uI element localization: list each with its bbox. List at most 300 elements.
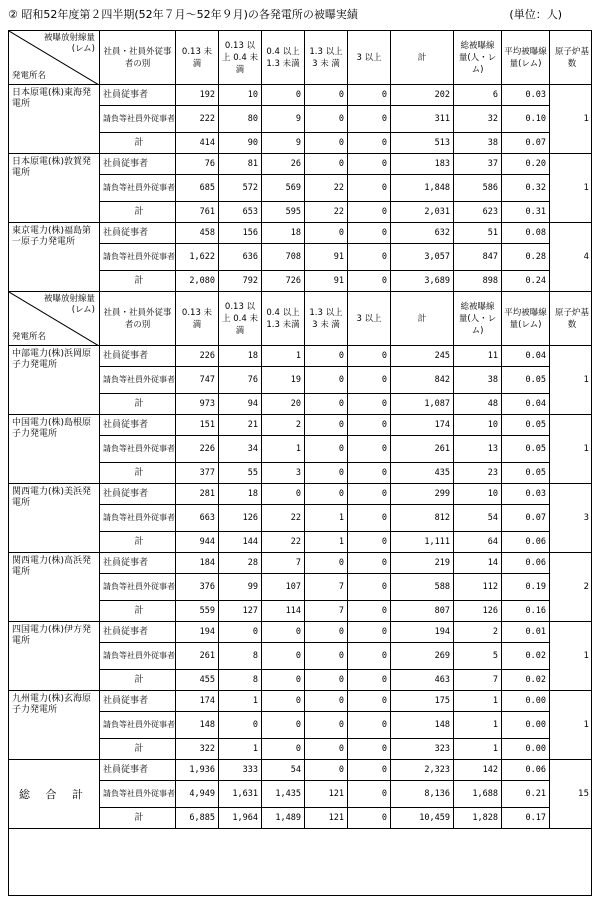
plant-name-0: 日本原電(株)東海発電所	[9, 85, 99, 154]
row-label: 社員従事者	[99, 691, 175, 711]
header-total: 計	[390, 31, 453, 84]
header-c5: 3 以上	[347, 292, 390, 345]
value-cell: 0	[347, 106, 390, 132]
reactor-count-8: 1	[549, 691, 591, 760]
row-label: 計	[99, 394, 175, 414]
row-label: 計	[99, 133, 175, 153]
reactor-count-9: 15	[549, 760, 591, 829]
row-label: 請負等社員外従事者	[99, 106, 175, 132]
value-cell: 1,489	[261, 808, 304, 828]
value-cell: 333	[218, 760, 261, 780]
value-cell: 0	[347, 394, 390, 414]
value-cell: 1	[453, 691, 501, 711]
value-cell: 559	[175, 601, 218, 621]
value-cell: 0.16	[501, 601, 549, 621]
value-cell: 376	[175, 574, 218, 600]
table-row	[99, 271, 549, 292]
value-cell: 0	[347, 760, 390, 780]
row-label: 計	[99, 739, 175, 759]
value-cell: 0	[347, 415, 390, 435]
table-row	[99, 781, 549, 808]
value-cell: 7	[304, 574, 347, 600]
value-cell: 4,949	[175, 781, 218, 807]
value-cell: 0	[218, 712, 261, 738]
table-row	[99, 106, 549, 133]
value-cell: 0	[347, 553, 390, 573]
value-cell: 121	[304, 781, 347, 807]
table-row	[99, 808, 549, 829]
header-c2: 0.13 以上 0.4 未満	[218, 292, 261, 345]
table-title	[8, 6, 592, 24]
value-cell: 1,688	[453, 781, 501, 807]
value-cell: 0	[347, 505, 390, 531]
value-cell: 311	[390, 106, 453, 132]
value-cell: 0	[347, 808, 390, 828]
value-cell: 0.03	[501, 484, 549, 504]
table-row	[99, 223, 549, 244]
row-label: 請負等社員外従事者	[99, 436, 175, 462]
value-cell: 55	[218, 463, 261, 483]
value-cell: 0	[304, 484, 347, 504]
table-row	[99, 553, 549, 574]
value-cell: 7	[261, 553, 304, 573]
value-cell: 114	[261, 601, 304, 621]
value-cell: 14	[453, 553, 501, 573]
value-cell: 194	[175, 622, 218, 642]
value-cell: 0	[304, 712, 347, 738]
value-cell: 2,323	[390, 760, 453, 780]
value-cell: 0	[261, 484, 304, 504]
value-cell: 0	[261, 670, 304, 690]
value-cell: 226	[175, 436, 218, 462]
value-cell: 142	[453, 760, 501, 780]
value-cell: 847	[453, 244, 501, 270]
header-row	[9, 292, 591, 346]
value-cell: 21	[218, 415, 261, 435]
value-cell: 0	[261, 691, 304, 711]
value-cell: 3,689	[390, 271, 453, 291]
value-cell: 0	[304, 622, 347, 642]
value-cell: 121	[304, 808, 347, 828]
value-cell: 1	[218, 739, 261, 759]
value-cell: 0	[304, 346, 347, 366]
value-cell: 944	[175, 532, 218, 552]
value-cell: 23	[453, 463, 501, 483]
value-cell: 0	[347, 133, 390, 153]
value-cell: 34	[218, 436, 261, 462]
table-row	[99, 574, 549, 601]
header-worker-type: 社員・社員外従事者の別	[99, 31, 175, 84]
value-cell: 0.31	[501, 202, 549, 222]
value-cell: 569	[261, 175, 304, 201]
value-cell: 10,459	[390, 808, 453, 828]
value-cell: 0	[347, 244, 390, 270]
value-cell: 174	[175, 691, 218, 711]
value-cell: 80	[218, 106, 261, 132]
value-cell: 20	[261, 394, 304, 414]
plant-name-8: 九州電力(株)玄海原子力発電所	[9, 691, 99, 760]
table-row	[99, 133, 549, 154]
value-cell: 0	[347, 574, 390, 600]
value-cell: 0	[347, 154, 390, 174]
value-cell: 99	[218, 574, 261, 600]
value-cell: 127	[218, 601, 261, 621]
value-cell: 0.20	[501, 154, 549, 174]
value-cell: 842	[390, 367, 453, 393]
value-cell: 588	[390, 574, 453, 600]
value-cell: 38	[453, 367, 501, 393]
row-label: 計	[99, 670, 175, 690]
value-cell: 32	[453, 106, 501, 132]
value-cell: 90	[218, 133, 261, 153]
table-row	[99, 436, 549, 463]
value-cell: 632	[390, 223, 453, 243]
header-c4: 1.3 以上 3 未 満	[304, 292, 347, 345]
value-cell: 0.05	[501, 436, 549, 462]
reactor-count-1: 1	[549, 154, 591, 223]
row-label: 計	[99, 463, 175, 483]
value-cell: 18	[218, 484, 261, 504]
value-cell: 175	[390, 691, 453, 711]
table-row	[99, 463, 549, 484]
value-cell: 0	[347, 622, 390, 642]
value-cell: 1,936	[175, 760, 218, 780]
value-cell: 0.10	[501, 106, 549, 132]
row-label: 社員従事者	[99, 85, 175, 105]
table-row	[99, 670, 549, 691]
value-cell: 0	[261, 712, 304, 738]
header-c2: 0.13 以上 0.4 未満	[218, 31, 261, 84]
value-cell: 0	[347, 271, 390, 291]
value-cell: 0.03	[501, 85, 549, 105]
value-cell: 0	[304, 133, 347, 153]
table-row	[99, 85, 549, 106]
table-row	[99, 760, 549, 781]
row-label: 計	[99, 601, 175, 621]
value-cell: 91	[304, 271, 347, 291]
value-cell: 7	[304, 601, 347, 621]
value-cell: 151	[175, 415, 218, 435]
value-cell: 513	[390, 133, 453, 153]
value-cell: 0.06	[501, 532, 549, 552]
value-cell: 184	[175, 553, 218, 573]
header-total-dose: 総被曝線 量(人・レム)	[453, 292, 501, 345]
value-cell: 48	[453, 394, 501, 414]
value-cell: 222	[175, 106, 218, 132]
value-cell: 0	[304, 394, 347, 414]
value-cell: 8	[218, 670, 261, 690]
value-cell: 761	[175, 202, 218, 222]
value-cell: 973	[175, 394, 218, 414]
value-cell: 2	[261, 415, 304, 435]
value-cell: 1,111	[390, 532, 453, 552]
table-row	[99, 643, 549, 670]
value-cell: 0	[304, 436, 347, 462]
value-cell: 2	[453, 622, 501, 642]
value-cell: 455	[175, 670, 218, 690]
row-label: 社員従事者	[99, 154, 175, 174]
row-label: 社員従事者	[99, 346, 175, 366]
value-cell: 54	[453, 505, 501, 531]
value-cell: 2,031	[390, 202, 453, 222]
header-c1: 0.13 未満	[175, 292, 218, 345]
reactor-count-5: 3	[549, 484, 591, 553]
value-cell: 28	[218, 553, 261, 573]
value-cell: 1	[261, 436, 304, 462]
value-cell: 0	[304, 367, 347, 393]
value-cell: 0	[347, 712, 390, 738]
value-cell: 1	[304, 505, 347, 531]
value-cell: 0	[347, 202, 390, 222]
value-cell: 586	[453, 175, 501, 201]
value-cell: 1	[218, 691, 261, 711]
row-label: 社員従事者	[99, 223, 175, 243]
value-cell: 144	[218, 532, 261, 552]
plant-name-9: 総 合 計	[9, 760, 99, 829]
value-cell: 0	[304, 85, 347, 105]
value-cell: 0	[304, 643, 347, 669]
value-cell: 64	[453, 532, 501, 552]
reactor-count-4: 1	[549, 415, 591, 484]
value-cell: 1	[261, 346, 304, 366]
value-cell: 0	[304, 553, 347, 573]
value-cell: 636	[218, 244, 261, 270]
value-cell: 0.08	[501, 223, 549, 243]
value-cell: 323	[390, 739, 453, 759]
title-text: ② 昭和52年度第２四半期(52年７月～52年９月)の各発電所の被曝実績	[8, 8, 358, 21]
header-total: 計	[390, 292, 453, 345]
value-cell: 0.05	[501, 415, 549, 435]
value-cell: 183	[390, 154, 453, 174]
value-cell: 219	[390, 553, 453, 573]
value-cell: 0	[347, 367, 390, 393]
value-cell: 54	[261, 760, 304, 780]
value-cell: 0.00	[501, 691, 549, 711]
value-cell: 0	[347, 643, 390, 669]
value-cell: 0	[347, 175, 390, 201]
plant-name-2: 東京電力(株)福島第一原子力発電所	[9, 223, 99, 292]
header-worker-type: 社員・社員外従事者の別	[99, 292, 175, 345]
value-cell: 0	[304, 691, 347, 711]
row-label: 社員従事者	[99, 760, 175, 780]
value-cell: 1,435	[261, 781, 304, 807]
value-cell: 51	[453, 223, 501, 243]
table-row	[99, 367, 549, 394]
value-cell: 22	[261, 532, 304, 552]
value-cell: 0	[304, 739, 347, 759]
value-cell: 0.07	[501, 133, 549, 153]
value-cell: 76	[175, 154, 218, 174]
table-row	[99, 532, 549, 553]
header-c3: 0.4 以上 1.3 未満	[261, 292, 304, 345]
reactor-count-2: 4	[549, 223, 591, 292]
table-row	[99, 505, 549, 532]
row-label: 社員従事者	[99, 553, 175, 573]
value-cell: 3,057	[390, 244, 453, 270]
value-cell: 458	[175, 223, 218, 243]
value-cell: 76	[218, 367, 261, 393]
plant-label: 発電所名	[12, 71, 47, 81]
value-cell: 192	[175, 85, 218, 105]
value-cell: 0.32	[501, 175, 549, 201]
value-cell: 13	[453, 436, 501, 462]
value-cell: 261	[390, 436, 453, 462]
value-cell: 0.01	[501, 622, 549, 642]
value-cell: 0.07	[501, 505, 549, 531]
value-cell: 11	[453, 346, 501, 366]
exposure-table	[8, 30, 592, 896]
value-cell: 94	[218, 394, 261, 414]
table-row	[99, 154, 549, 175]
value-cell: 807	[390, 601, 453, 621]
value-cell: 0	[347, 601, 390, 621]
value-cell: 0.00	[501, 739, 549, 759]
row-label: 社員従事者	[99, 622, 175, 642]
value-cell: 1,622	[175, 244, 218, 270]
reactor-count-7: 1	[549, 622, 591, 691]
header-c3: 0.4 以上 1.3 未満	[261, 31, 304, 84]
value-cell: 1	[304, 532, 347, 552]
value-cell: 281	[175, 484, 218, 504]
value-cell: 126	[453, 601, 501, 621]
table-row	[99, 346, 549, 367]
table-row	[99, 244, 549, 271]
value-cell: 898	[453, 271, 501, 291]
header-avg-dose: 平均被曝線量(レム)	[501, 292, 549, 345]
value-cell: 148	[390, 712, 453, 738]
value-cell: 726	[261, 271, 304, 291]
value-cell: 10	[453, 415, 501, 435]
value-cell: 0	[347, 739, 390, 759]
row-label: 社員従事者	[99, 484, 175, 504]
value-cell: 0	[347, 484, 390, 504]
value-cell: 0.06	[501, 760, 549, 780]
value-cell: 1,631	[218, 781, 261, 807]
value-cell: 8,136	[390, 781, 453, 807]
value-cell: 663	[175, 505, 218, 531]
value-cell: 0	[261, 622, 304, 642]
value-cell: 174	[390, 415, 453, 435]
value-cell: 0.04	[501, 346, 549, 366]
value-cell: 7	[453, 670, 501, 690]
value-cell: 0.02	[501, 670, 549, 690]
value-cell: 0	[347, 436, 390, 462]
value-cell: 747	[175, 367, 218, 393]
value-cell: 435	[390, 463, 453, 483]
value-cell: 126	[218, 505, 261, 531]
value-cell: 414	[175, 133, 218, 153]
value-cell: 91	[304, 244, 347, 270]
value-cell: 22	[304, 202, 347, 222]
value-cell: 0.02	[501, 643, 549, 669]
value-cell: 0	[261, 85, 304, 105]
plant-name-4: 中国電力(株)島根原子力発電所	[9, 415, 99, 484]
value-cell: 0	[347, 346, 390, 366]
value-cell: 0	[304, 670, 347, 690]
value-cell: 148	[175, 712, 218, 738]
value-cell: 2,080	[175, 271, 218, 291]
value-cell: 18	[261, 223, 304, 243]
table-row	[99, 202, 549, 223]
row-label: 請負等社員外従事者	[99, 367, 175, 393]
row-label: 請負等社員外従事者	[99, 643, 175, 669]
value-cell: 595	[261, 202, 304, 222]
value-cell: 792	[218, 271, 261, 291]
value-cell: 0	[347, 463, 390, 483]
header-reactors: 原子炉基 数	[549, 31, 591, 84]
value-cell: 1	[453, 739, 501, 759]
value-cell: 0	[304, 223, 347, 243]
value-cell: 0.24	[501, 271, 549, 291]
header-c4: 1.3 以上 3 未 満	[304, 31, 347, 84]
value-cell: 572	[218, 175, 261, 201]
header-total-dose: 総被曝線 量(人・レム)	[453, 31, 501, 84]
value-cell: 0	[261, 739, 304, 759]
value-cell: 107	[261, 574, 304, 600]
value-cell: 0.05	[501, 463, 549, 483]
value-cell: 0	[304, 415, 347, 435]
value-cell: 202	[390, 85, 453, 105]
value-cell: 9	[261, 106, 304, 132]
value-cell: 26	[261, 154, 304, 174]
value-cell: 0.06	[501, 553, 549, 573]
row-label: 計	[99, 202, 175, 222]
value-cell: 322	[175, 739, 218, 759]
header-reactors: 原子炉基 数	[549, 292, 591, 345]
value-cell: 0	[347, 532, 390, 552]
value-cell: 0	[347, 670, 390, 690]
value-cell: 37	[453, 154, 501, 174]
table-row	[99, 739, 549, 760]
row-label: 請負等社員外従事者	[99, 781, 175, 807]
value-cell: 8	[218, 643, 261, 669]
plant-name-1: 日本原電(株)敦賀発電所	[9, 154, 99, 223]
table-row	[99, 712, 549, 739]
value-cell: 81	[218, 154, 261, 174]
row-label: 請負等社員外従事者	[99, 244, 175, 270]
value-cell: 10	[453, 484, 501, 504]
dose-label: 被曝放射線量(レム)	[43, 294, 95, 315]
value-cell: 653	[218, 202, 261, 222]
value-cell: 5	[453, 643, 501, 669]
row-label: 請負等社員外従事者	[99, 712, 175, 738]
value-cell: 112	[453, 574, 501, 600]
value-cell: 0.21	[501, 781, 549, 807]
value-cell: 226	[175, 346, 218, 366]
value-cell: 0.28	[501, 244, 549, 270]
header-corner	[9, 31, 99, 85]
header-row	[9, 31, 591, 85]
value-cell: 245	[390, 346, 453, 366]
value-cell: 22	[304, 175, 347, 201]
value-cell: 0	[304, 154, 347, 174]
value-cell: 1,964	[218, 808, 261, 828]
value-cell: 6,885	[175, 808, 218, 828]
value-cell: 0	[347, 691, 390, 711]
value-cell: 156	[218, 223, 261, 243]
unit-label: (単位：人)	[509, 8, 562, 21]
value-cell: 0.00	[501, 712, 549, 738]
value-cell: 194	[390, 622, 453, 642]
value-cell: 299	[390, 484, 453, 504]
value-cell: 0	[304, 463, 347, 483]
value-cell: 0	[304, 760, 347, 780]
row-label: 請負等社員外従事者	[99, 505, 175, 531]
row-label: 計	[99, 532, 175, 552]
value-cell: 19	[261, 367, 304, 393]
value-cell: 22	[261, 505, 304, 531]
reactor-count-0: 1	[549, 85, 591, 154]
